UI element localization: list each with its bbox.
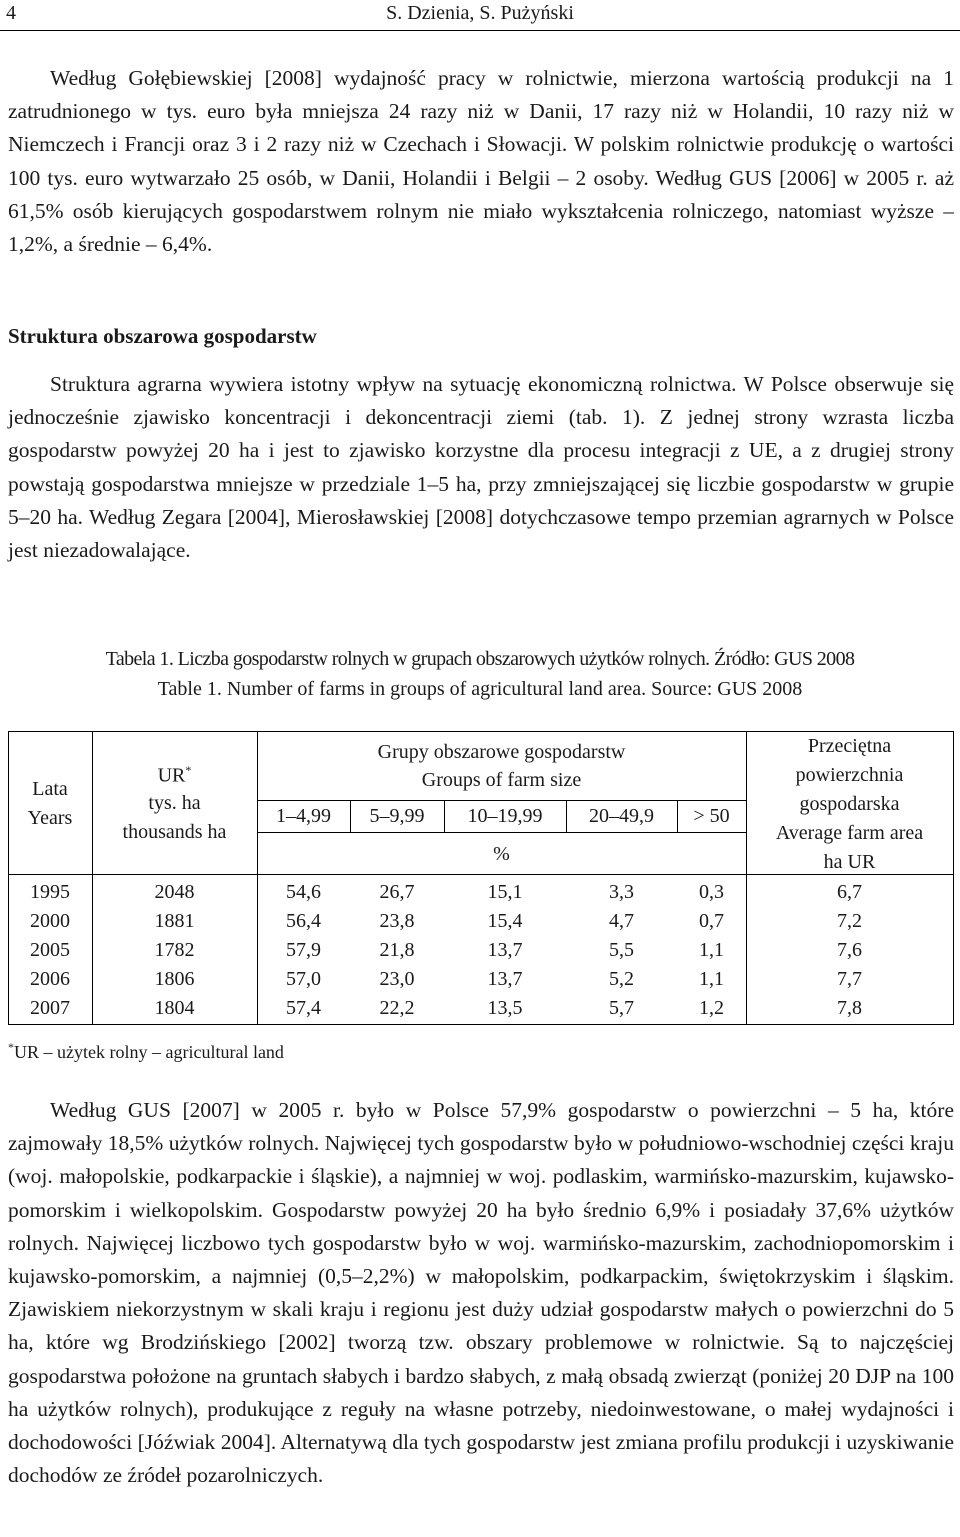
- table-cell: 1881: [154, 910, 195, 932]
- table-cell: 0,7: [699, 910, 724, 932]
- table-cell: 57,4: [286, 997, 321, 1019]
- table-cell: 15,1: [487, 881, 523, 903]
- running-title: S. Dzienia, S. Pużyński: [386, 2, 574, 24]
- table-bottom-rule: [8, 1024, 954, 1025]
- section-heading: Struktura obszarowa gospodarstw: [8, 324, 317, 348]
- header-avg-1: Przeciętna: [807, 735, 892, 757]
- table-cell: 5,7: [609, 997, 634, 1019]
- table-cell: 1782: [154, 939, 195, 961]
- table-caption-pl: Tabela 1. Liczba gospodarstw rolnych w grupach obszarowych użytków rolnych. Źródło: GUS 2008: [105, 648, 855, 670]
- header-group-3: 10–19,99: [467, 805, 543, 827]
- table-cell: 57,9: [286, 939, 321, 961]
- header-ur: [92, 763, 257, 788]
- table-cell: 4,7: [609, 910, 634, 932]
- header-bottom-rule: [8, 874, 954, 875]
- table-cell: 22,2: [379, 997, 415, 1019]
- table-cell: 7,2: [837, 910, 862, 932]
- table-cell: 3,3: [609, 881, 634, 903]
- header-avg-5: ha UR: [823, 851, 876, 873]
- table-cell: 0,3: [699, 881, 724, 903]
- header-avg-4: Average farm area: [775, 822, 924, 844]
- table-footnote: [8, 1040, 284, 1063]
- footnote-text: UR – użytek rolny – agricultural land: [14, 1042, 284, 1062]
- header-group-2: 5–9,99: [369, 805, 425, 827]
- header-ur-unit-en: thousands ha: [122, 821, 227, 843]
- table-cell: 57,0: [286, 968, 321, 990]
- header-avg-2: powierzchnia: [795, 764, 904, 786]
- header-ur-label: UR: [157, 764, 186, 787]
- table-cell: 23,8: [379, 910, 415, 932]
- table-right-rule: [953, 731, 954, 1025]
- table-cell: 5,2: [609, 968, 634, 990]
- table-cell: 21,8: [379, 939, 415, 961]
- page-header: [0, 0, 960, 31]
- paragraph-1: Według Gołębiewskiej [2008] wydajność pracy w rolnictwie, mierzona wartością produkcji na 1 zatrudnionego w tys. euro była mniejsza 24 razy niż w Danii, 17 razy niż w Holandii, 10 razy niż w Niemczech i Francji oraz 3 i 2 razy niż w Czechach i Słowacji. W polskim rolnictwie produkcję o wartości 100 tys. euro wytwarzało 25 osób, w Danii, Holandii i Belgii – 2 osoby. Według GUS [2006] w 2005 r. aż 61,5% osób kierujących gospodarstwem rolnym nie miało wykształcenia rolniczego, natomiast wyższe – 1,2%, a średnie – 6,4%.: [8, 66, 954, 257]
- header-years-en: Years: [27, 807, 73, 829]
- table-cell: 26,7: [379, 881, 415, 903]
- percent-rule: [257, 832, 746, 833]
- table-cell: 7,8: [837, 997, 862, 1019]
- table-cell: 13,5: [487, 997, 523, 1019]
- table-cell: 1995: [30, 881, 70, 903]
- table-cell: 1,1: [699, 939, 724, 961]
- table-cell: 13,7: [487, 968, 523, 990]
- table-cell: 5,5: [609, 939, 634, 961]
- page-number: 4: [6, 2, 16, 24]
- table-cell: 7,6: [837, 939, 862, 961]
- table-cell: 13,7: [487, 939, 523, 961]
- header-groups-en: Groups of farm size: [421, 769, 582, 791]
- table-cell: 2048: [154, 881, 195, 903]
- header-group-5: > 50: [693, 805, 730, 827]
- table-cell: 54,6: [286, 881, 321, 903]
- header-group-1: 1–4,99: [276, 805, 331, 827]
- table-cell: 6,7: [837, 881, 862, 903]
- header-avg-3: gospodarska: [799, 793, 900, 815]
- table-cell: 2006: [30, 968, 70, 990]
- header-ur-star: *: [185, 763, 192, 777]
- table-cell: 1,1: [699, 968, 724, 990]
- table-cell: 1806: [154, 968, 195, 990]
- table-cell: 7,7: [837, 968, 862, 990]
- table-cell: 2005: [30, 939, 70, 961]
- footnote-star: *: [8, 1040, 14, 1054]
- table-top-rule: [8, 731, 954, 732]
- table-cell: 1804: [154, 997, 195, 1019]
- groups-rule: [257, 800, 746, 801]
- table-cell: 56,4: [286, 910, 321, 932]
- header-ur-unit-pl: tys. ha: [148, 792, 201, 814]
- paragraph-2: Struktura agrarna wywiera istotny wpływ na sytuację ekonomiczną rolnictwa. W Polsce obserwuje się jednocześnie zjawisko koncentracji i dekoncentracji ziemi (tab. 1). Z jednej strony wzrasta liczba gospodarstw powyżej 20 ha i jest to zjawisko korzystne dla procesu integracji z UE, a z drugiej strony powstają gospodarstwa mniejsze w przedziale 1–5 ha, przy zmniejszającej się liczbie gospodarstw w grupie 5–20 ha. Według Zegara [2004], Mierosławskiej [2008] dotychczasowe tempo przemian agrarnych w Polsce jest niezadowalające.: [8, 372, 954, 563]
- header-years-pl: Lata: [32, 778, 68, 800]
- farm-size-table: [8, 731, 954, 1025]
- paragraph-3: Według GUS [2007] w 2005 r. było w Polsce 57,9% gospodarstw o powierzchni – 5 ha, które zajmowały 18,5% użytków rolnych. Najwięcej tych gospodarstw było w południowo-wschodniej części kraju (woj. małopolskie, podkarpackie i śląskie), a najmniej w woj. podlaskim, warmińsko-mazurskim, kujawsko-pomorskim i wielkopolskim. Gospodarstw powyżej 20 ha było średnio 6,9% i posiadały 37,6% użytków rolnych. Najwięcej liczbowo tych gospodarstw było w woj. warmińsko-mazurskim, zachodniopomorskim i kujawsko-pomorskim, a najmniej (0,5–2,2%) w małopolskim, podkarpackim, świętokrzyskim i śląskim. Zjawiskiem niekorzystnym w skali kraju i regionu jest duży udział gospodarstw małych o powierzchni do 5 ha, które wg Brodzińskiego [2002] tworzą tzw. obszary problemowe w rolnictwie. Są to najczęściej gospodarstwa położone na gruntach słabych i bardzo słabych, z małą obsadą zwierząt (poniżej 20 DJP na 100 ha użytków rolnych), produkujące z reguły na własne potrzeby, niedoinwestowane, o małej wydajności i dochodowości [Jóźwiak 2004]. Alternatywą dla tych gospodarstw jest zmiana profilu produkcji i uzyskiwanie dochodów ze źródeł pozarolniczych.: [8, 1098, 954, 1488]
- table-caption-en: Table 1. Number of farms in groups of agricultural land area. Source: GUS 2008: [157, 678, 803, 700]
- header-groups-pl: Grupy obszarowe gospodarstw: [377, 741, 626, 763]
- header-group-4: 20–49,9: [589, 805, 654, 827]
- table-cell: 15,4: [487, 910, 523, 932]
- header-percent: %: [493, 843, 510, 865]
- table-cell: 23,0: [379, 968, 415, 990]
- table-cell: 2000: [30, 910, 70, 932]
- table-cell: 2007: [30, 997, 70, 1019]
- table-cell: 1,2: [699, 997, 724, 1019]
